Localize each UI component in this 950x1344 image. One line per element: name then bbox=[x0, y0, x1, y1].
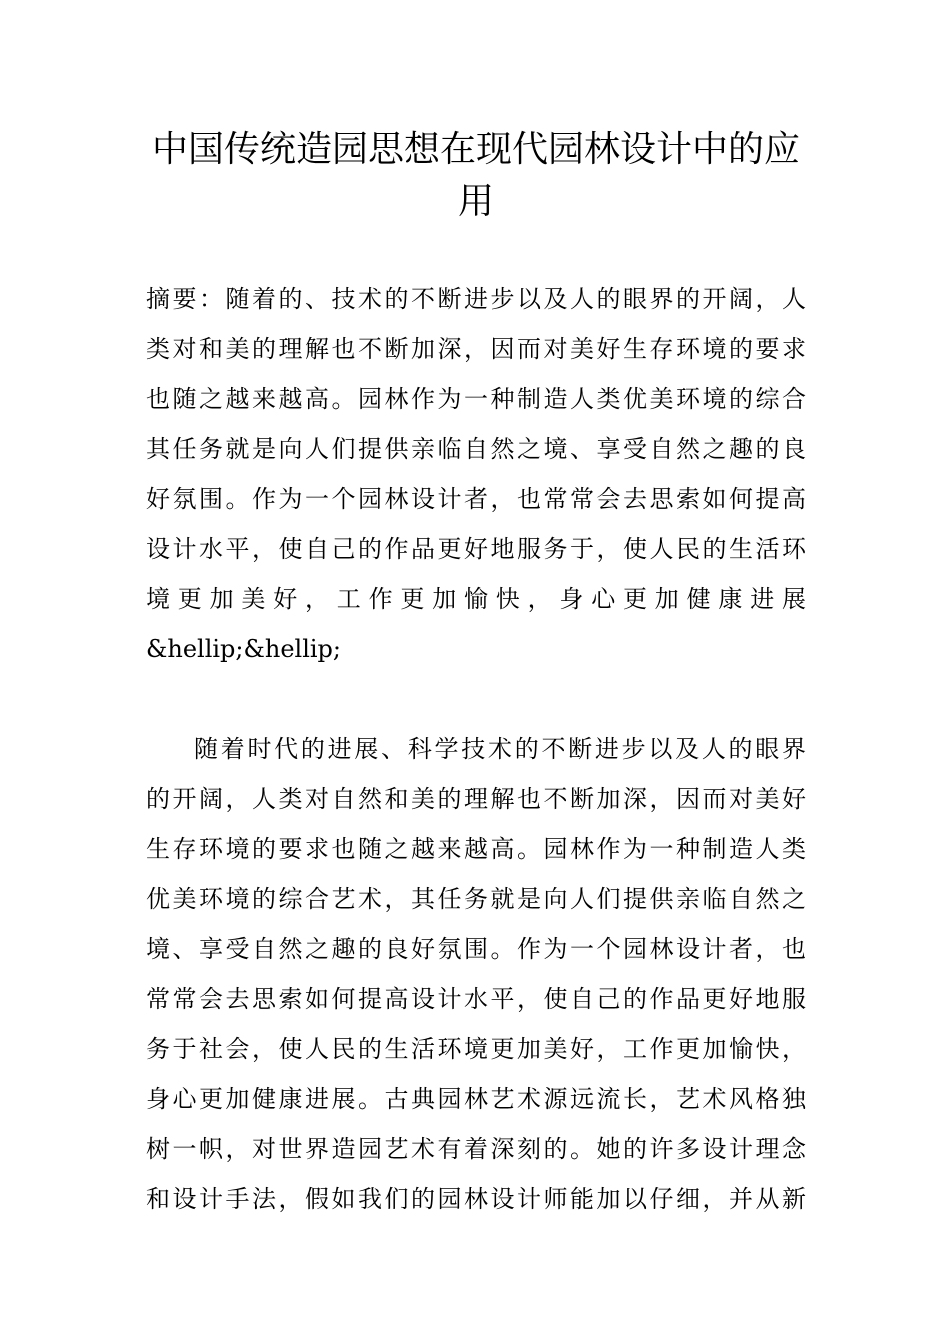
abstract-line: 类对和美的理解也不断加深，因而对美好生存环境的要求 bbox=[146, 335, 806, 363]
body-line: 身心更加健康进展。古典园林艺术源远流长，艺术风格独 bbox=[146, 1085, 806, 1113]
body-line: 和设计手法，假如我们的园林设计师能加以仔细，并从新 bbox=[146, 1185, 806, 1213]
body-line: 境、享受自然之趣的良好氛围。作为一个园林设计者，也 bbox=[146, 935, 806, 963]
body-line: 优美环境的综合艺术，其任务就是向人们提供亲临自然之 bbox=[146, 885, 806, 913]
abstract-line: 好氛围。作为一个园林设计者，也常常会去思索如何提高 bbox=[146, 485, 806, 513]
abstract-line: 境更加美好，工作更加愉快，身心更加健康进展 bbox=[146, 585, 806, 613]
abstract-line: 设计水平，使自己的作品更好地服务于，使人民的生活环 bbox=[146, 535, 806, 563]
title-line-2: 用 bbox=[457, 181, 494, 222]
abstract-line: &hellip;&hellip; bbox=[146, 635, 341, 663]
body-line: 的开阔，人类对自然和美的理解也不断加深，因而对美好 bbox=[146, 785, 806, 813]
body-line: 生存环境的要求也随之越来越高。园林作为一种制造人类 bbox=[146, 835, 806, 863]
body-line: 务于社会，使人民的生活环境更加美好，工作更加愉快， bbox=[146, 1035, 806, 1063]
abstract-line: 其任务就是向人们提供亲临自然之境、享受自然之趣的良 bbox=[146, 435, 806, 463]
title-line-1: 中国传统造园思想在现代园林设计中的应 bbox=[151, 129, 800, 170]
abstract-line: 也随之越来越高。园林作为一种制造人类优美环境的综合 bbox=[146, 385, 806, 413]
abstract-line: 摘要：随着的、技术的不断进步以及人的眼界的开阔，人 bbox=[146, 285, 806, 313]
body-line: 常常会去思索如何提高设计水平，使自己的作品更好地服 bbox=[146, 985, 806, 1013]
body-line: 树一帜，对世界造园艺术有着深刻的。她的许多设计理念 bbox=[146, 1135, 806, 1163]
document-title bbox=[146, 124, 806, 228]
body-line: 随着时代的进展、科学技术的不断进步以及人的眼界 bbox=[194, 735, 806, 763]
